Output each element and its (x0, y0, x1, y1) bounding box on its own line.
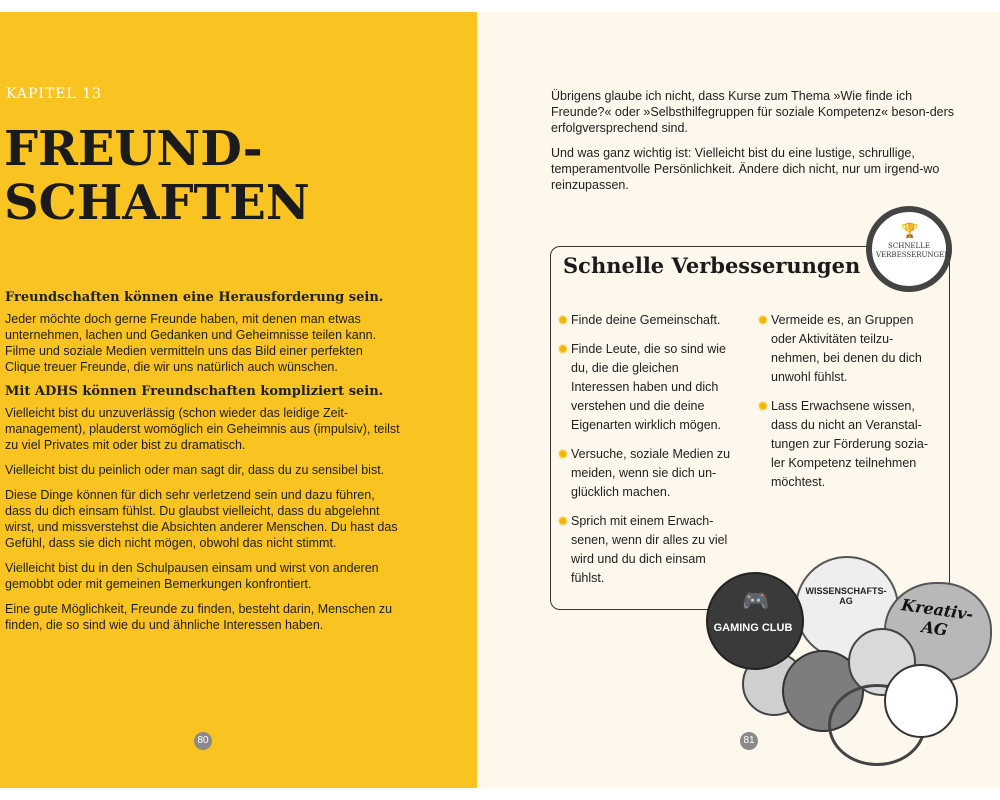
gaming-circle (706, 572, 804, 670)
chapter-title (4, 122, 310, 230)
gamepad-icon: 🎮 (742, 588, 770, 613)
list-item: ✹ Sprich mit einem Erwach-senen, wenn dir alles zu viel wird und du dich einsam fühlst. (557, 513, 728, 585)
sun-bullet-icon: ✹ (557, 446, 569, 462)
title-line-2: SCHAFTEN (4, 175, 310, 231)
sun-bullet-icon: ✹ (757, 398, 769, 414)
list-item: ✹ Finde deine Gemeinschaft. (557, 312, 721, 328)
paragraph: Diese Dinge können für dich sehr verletzend sein und dazu führen, dass du dich einsam fühlst. Du glaubst vielleicht, dass du abgelehnt wirst, und missverstehst die Absichten anderer Menschen. Du hast das Gefühl, dass sie dich nicht mögen, obwohl das nicht stimmt. (5, 488, 398, 550)
paragraph: Vielleicht bist du unzuverlässig (schon wieder das leidige Zeit-management), plauderst womöglich ein Geheimnis aus (impulsiv), teilst zu viel Privates mit oder bist zu dramatisch. (5, 406, 400, 452)
sun-bullet-icon: ✹ (557, 513, 569, 529)
paragraph: Jeder möchte doch gerne Freunde haben, mit denen man etwas unternehmen, lachen und Gedanken und Geheimnisse teilen kann. Filme und soziale Medien vermitteln uns das Bild einer perfekten Clique treuer Freunde, die wir uns natürlich auch wünschen. (5, 312, 377, 374)
page-number-left: 80 (194, 732, 212, 750)
list-item: ✹ Vermeide es, an Gruppen oder Aktivitäten teilzu-nehmen, bei denen du dich unwohl fühlst. (757, 312, 922, 384)
list-item: ✹ Finde Leute, die so sind wie du, die die gleichen Interessen haben und dich verstehen und die deine Eigenarten wirklich mögen. (557, 341, 726, 432)
paragraph: Und was ganz wichtig ist: Vielleicht bist du eine lustige, schrullige, temperamentvolle Persönlichkeit. Ändere dich nicht, nur um irgend-wo reinzupassen. (551, 146, 940, 192)
sun-bullet-icon: ✹ (757, 312, 769, 328)
tips-column-left (557, 311, 739, 598)
tips-column-right (757, 311, 939, 502)
paragraph: Übrigens glaube ich nicht, dass Kurse zum Thema »Wie finde ich Freunde?« oder »Selbsthilfegruppen für soziale Kompetenz« beson-ders erfolgversprechend sind. (551, 89, 955, 135)
paragraph: Eine gute Möglichkeit, Freunde zu finden, besteht darin, Menschen zu finden, die so sind wie du und ähnliche Interessen haben. (5, 602, 393, 632)
soccer-ball-icon (884, 664, 958, 738)
quick-tips-badge: 🏆 SCHNELLE VERBESSERUNGEN (866, 206, 952, 292)
left-text-column (5, 290, 400, 642)
chapter-label: KAPITEL 13 (6, 86, 103, 102)
page-number-right: 81 (740, 732, 758, 750)
list-item: ✹ Versuche, soziale Medien zu meiden, wenn sie dich un-glücklich machen. (557, 446, 731, 499)
tips-box-title: Schnelle Verbesserungen (563, 253, 861, 278)
paragraph: Vielleicht bist du in den Schulpausen einsam und wirst von anderen gemobbt oder mit gemeinen Bemerkungen konfrontiert. (5, 561, 379, 591)
right-text-column (551, 88, 956, 202)
list-item: ✹ Lass Erwachsene wissen, dass du nicht an Veranstal-tungen zur Förderung sozia-ler Kompetenz teilnehmen möchtest. (757, 398, 929, 489)
paragraph: Vielleicht bist du peinlich oder man sagt dir, dass du zu sensibel bist. (5, 463, 385, 477)
sun-bullet-icon: ✹ (557, 312, 569, 328)
sun-bullet-icon: ✹ (557, 341, 569, 357)
title-line-1: FREUND- (4, 121, 263, 177)
heading-adhs: Mit ADHS können Freundschaften kompliziert sein. (5, 384, 384, 399)
heading-challenge: Freundschaften können eine Herausforderung sein. (5, 290, 384, 305)
science-ag-label: WISSENSCHAFTS-AG (805, 586, 887, 606)
gaming-club-label: GAMING CLUB (713, 622, 793, 634)
tips-box (550, 246, 950, 610)
art-ag-label: Kreativ-AG (900, 595, 975, 640)
trophy-icon: 🏆 (901, 222, 919, 238)
